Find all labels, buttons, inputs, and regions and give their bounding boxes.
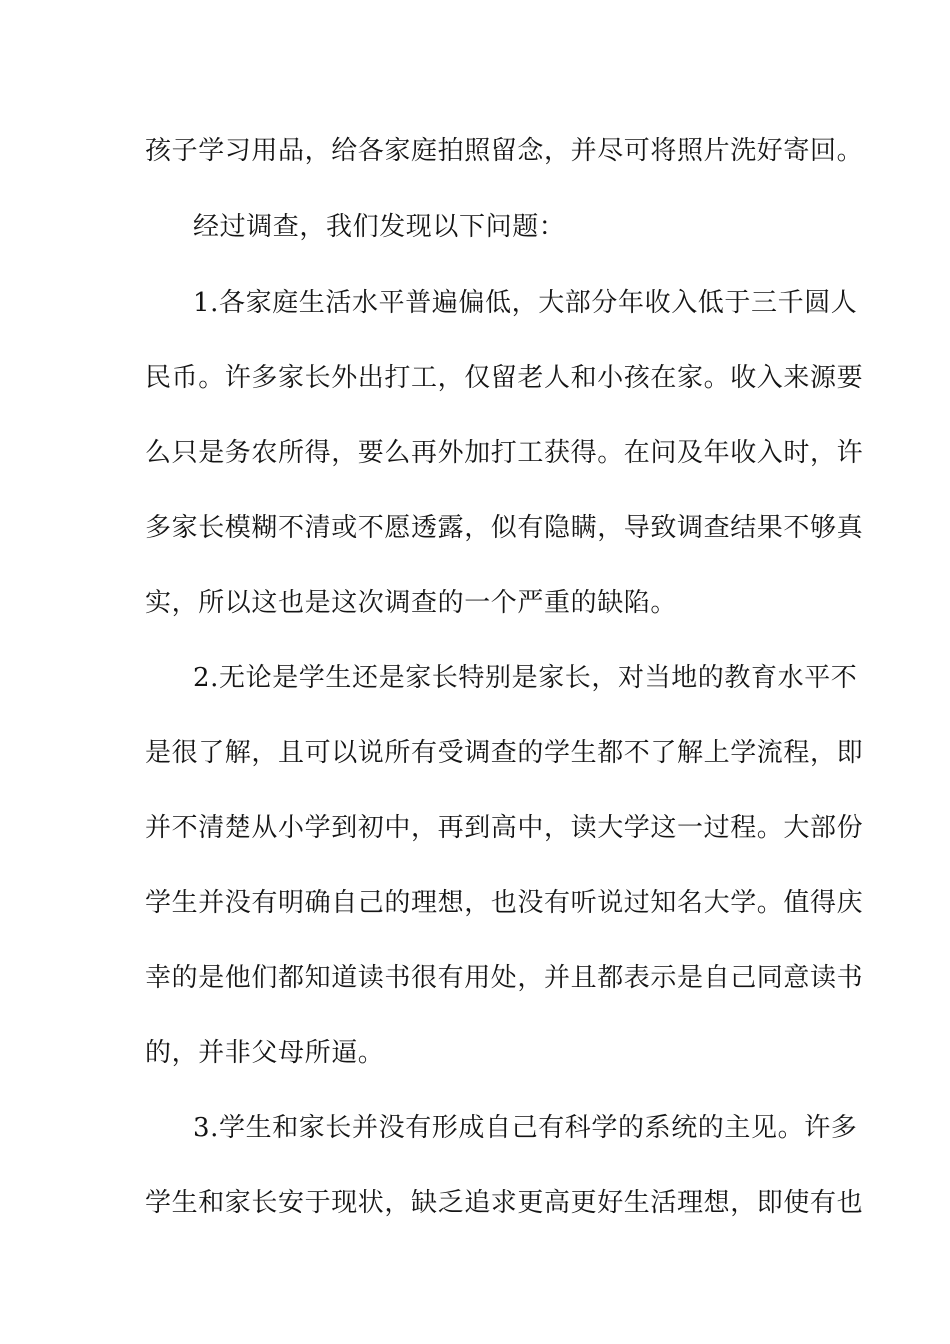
text-line: 学生并没有明确自己的理想，也没有听说过知名大学。值得庆 <box>145 888 864 918</box>
paragraph-3-line: 3.学生和家长并没有形成自己有科学的系统的主见。许多 <box>193 1113 858 1143</box>
text-line: 的，并非父母所逼。 <box>145 1038 385 1068</box>
text-line: 并不清楚从小学到初中，再到高中，读大学这一过程。大部份 <box>145 813 864 843</box>
text-line: 民币。许多家长外出打工，仅留老人和小孩在家。收入来源要 <box>145 363 864 393</box>
text-line: 孩子学习用品，给各家庭拍照留念，并尽可将照片洗好寄回。 <box>145 136 864 166</box>
text-line: 实，所以这也是这次调查的一个严重的缺陷。 <box>145 588 678 618</box>
text-line: 是很了解，且可以说所有受调查的学生都不了解上学流程，即 <box>145 738 864 768</box>
paragraph-1-line: 1.各家庭生活水平普遍偏低，大部分年收入低于三千圆人 <box>193 288 858 318</box>
text-line: 多家长模糊不清或不愿透露，似有隐瞒，导致调查结果不够真 <box>145 513 864 543</box>
paragraph-intro-line: 经过调查，我们发现以下问题： <box>193 212 566 242</box>
text-line: 么只是务农所得，要么再外加打工获得。在问及年收入时，许 <box>145 438 864 468</box>
text-line: 幸的是他们都知道读书很有用处，并且都表示是自己同意读书 <box>145 963 864 993</box>
paragraph-2-line: 2.无论是学生还是家长特别是家长，对当地的教育水平不 <box>193 663 858 693</box>
text-line: 学生和家长安于现状，缺乏追求更高更好生活理想，即使有也 <box>145 1188 864 1218</box>
